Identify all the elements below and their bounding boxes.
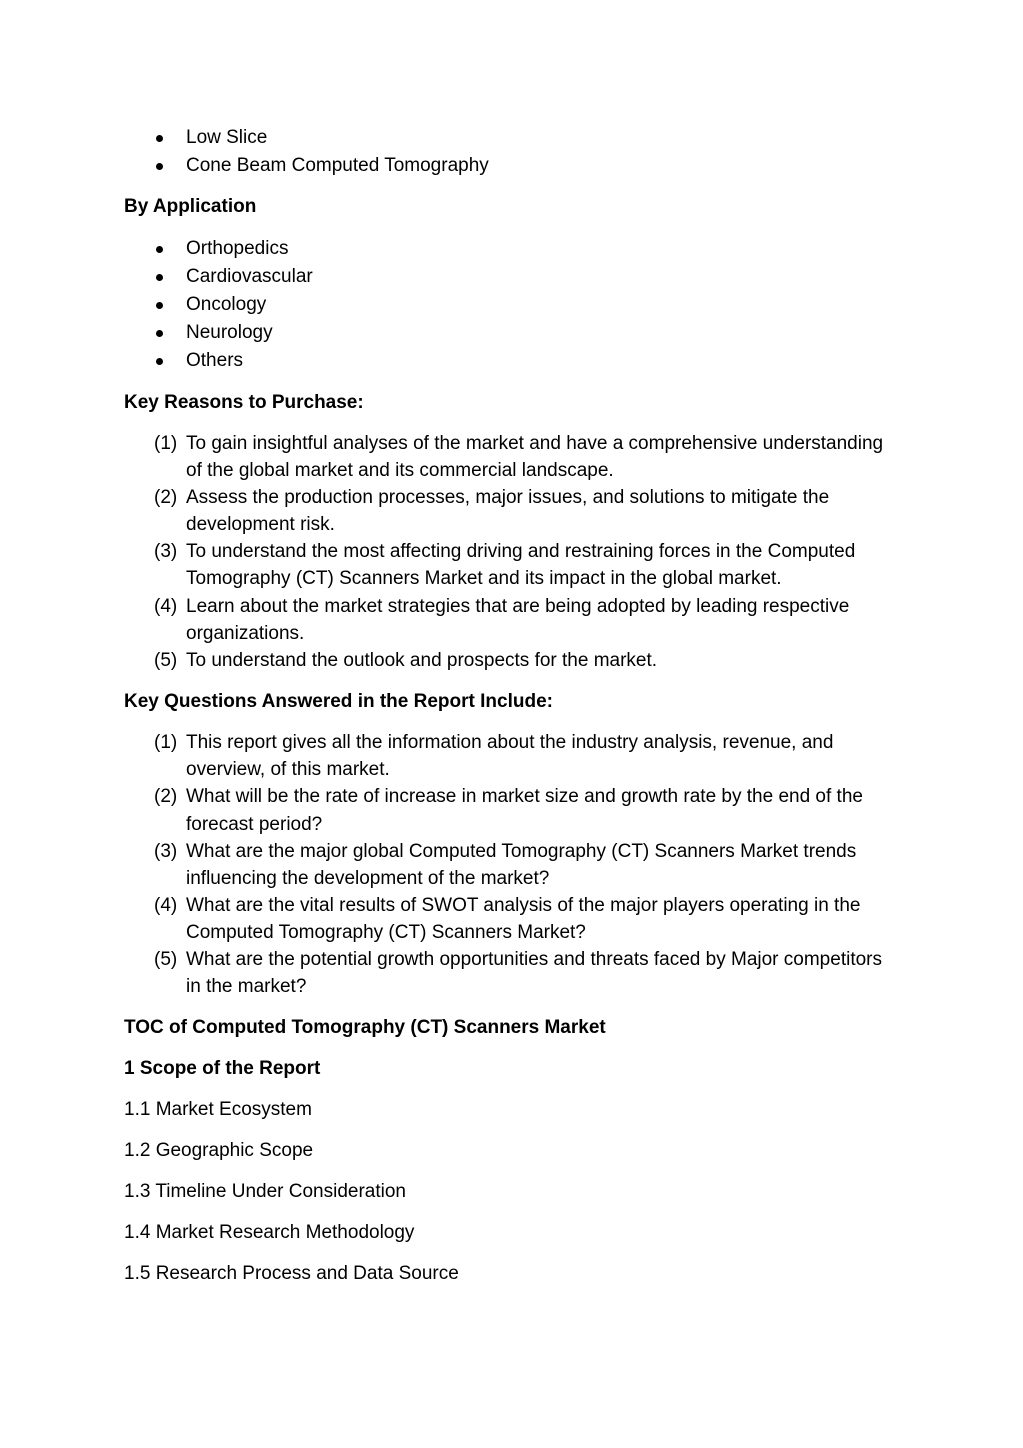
list-item-line: forecast period? xyxy=(186,814,323,835)
list-marker: (1) xyxy=(154,732,178,753)
list-marker: (5) xyxy=(154,650,178,671)
list-item: Cardiovascular xyxy=(186,266,313,287)
list-item-line: Tomography (CT) Scanners Market and its impact in the global market. xyxy=(186,568,782,589)
list-item-line: What are the potential growth opportunities and threats faced by Major competitors xyxy=(186,949,882,970)
bullet-icon xyxy=(156,135,163,142)
list-marker: (3) xyxy=(154,841,178,862)
section-heading-key-questions: Key Questions Answered in the Report Include: xyxy=(124,691,553,712)
toc-entry: 1.2 Geographic Scope xyxy=(124,1140,314,1161)
list-item-line: development risk. xyxy=(186,514,335,535)
list-marker: (2) xyxy=(154,487,178,508)
list-item-line: To understand the outlook and prospects for the market. xyxy=(186,650,658,671)
list-item: Oncology xyxy=(186,294,267,315)
list-marker: (2) xyxy=(154,786,178,807)
list-item-line: Learn about the market strategies that are being adopted by leading respective xyxy=(186,596,850,617)
list-item-line: Assess the production processes, major issues, and solutions to mitigate the xyxy=(186,487,830,508)
section-heading-key-reasons: Key Reasons to Purchase: xyxy=(124,392,364,413)
toc-heading: TOC of Computed Tomography (CT) Scanners Market xyxy=(124,1017,606,1038)
bullet-icon xyxy=(156,358,163,365)
toc-entry: 1.4 Market Research Methodology xyxy=(124,1222,415,1243)
bullet-icon xyxy=(156,246,163,253)
list-item-line: Computed Tomography (CT) Scanners Market? xyxy=(186,922,586,943)
list-marker: (3) xyxy=(154,541,178,562)
list-item-line: overview, of this market. xyxy=(186,759,390,780)
list-item: Cone Beam Computed Tomography xyxy=(186,155,489,176)
bullet-icon xyxy=(156,302,163,309)
list-item-line: influencing the development of the market? xyxy=(186,868,550,889)
list-marker: (4) xyxy=(154,596,178,617)
section-heading-by-application: By Application xyxy=(124,196,257,217)
bullet-icon xyxy=(156,330,163,337)
bullet-icon xyxy=(156,274,163,281)
list-item-line: This report gives all the information about the industry analysis, revenue, and xyxy=(186,732,834,753)
list-item-line: What will be the rate of increase in market size and growth rate by the end of the xyxy=(186,786,863,807)
list-marker: (5) xyxy=(154,949,178,970)
list-item-line: To understand the most affecting driving and restraining forces in the Computed xyxy=(186,541,856,562)
list-item: Orthopedics xyxy=(186,238,289,259)
toc-entry: 1.3 Timeline Under Consideration xyxy=(124,1181,406,1202)
list-item: Neurology xyxy=(186,322,273,343)
list-item-line: of the global market and its commercial landscape. xyxy=(186,460,614,481)
list-item-line: in the market? xyxy=(186,976,307,997)
list-marker: (4) xyxy=(154,895,178,916)
bullet-icon xyxy=(156,163,163,170)
list-item: Others xyxy=(186,350,244,371)
list-item-line: What are the vital results of SWOT analysis of the major players operating in the xyxy=(186,895,861,916)
list-item-line: What are the major global Computed Tomography (CT) Scanners Market trends xyxy=(186,841,857,862)
toc-section-heading: 1 Scope of the Report xyxy=(124,1058,321,1079)
toc-entry: 1.1 Market Ecosystem xyxy=(124,1099,312,1120)
list-item-line: organizations. xyxy=(186,623,305,644)
list-item: Low Slice xyxy=(186,127,268,148)
toc-entry: 1.5 Research Process and Data Source xyxy=(124,1263,459,1284)
list-item-line: To gain insightful analyses of the market and have a comprehensive understanding xyxy=(186,433,884,454)
list-marker: (1) xyxy=(154,433,178,454)
